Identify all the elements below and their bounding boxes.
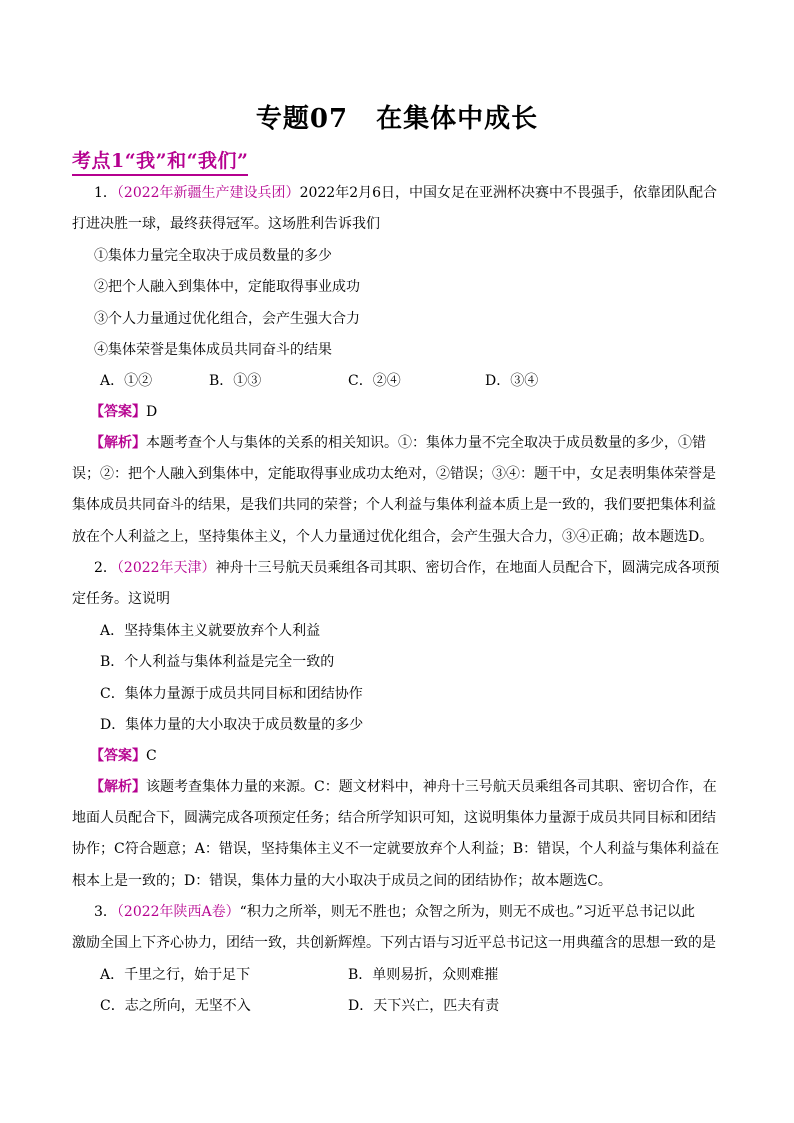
q3-option-c: C．志之所向，无坚不入 xyxy=(100,998,251,1014)
q1-item-4: ④集体荣誉是集体成员共同奋斗的结果 xyxy=(94,342,332,358)
q1-item-2: ②把个人融入到集体中，定能取得事业成功 xyxy=(94,279,360,295)
q1-option-a: A．①② xyxy=(100,373,153,389)
q3-option-a: A．千里之行，始于足下 xyxy=(100,967,251,983)
q3-source: （2022年陕西A卷） xyxy=(116,904,240,920)
q2-option-b: B．个人利益与集体利益是完全一致的 xyxy=(100,654,335,670)
q1-option-d: D．③④ xyxy=(485,373,539,389)
q1-item-3: ③个人力量通过优化组合，会产生强大合力 xyxy=(94,311,360,327)
page-title xyxy=(0,98,794,135)
q2-source: （2022年天津） xyxy=(116,560,216,576)
q2-analysis-line3: 协作；C符合题意；A：错误，坚持集体主义不一定就要放弃个人利益；B：错误，个人利益与集体利益在 xyxy=(72,841,720,857)
q3-stem-line1: 3．（2022年陕西A卷）“积力之所举，则无不胜也；众智之所为，则无不成也。”习近平总书记以此 xyxy=(94,904,695,920)
title-main: 在集体中成长 xyxy=(376,104,539,134)
q2-option-a: A．坚持集体主义就要放弃个人利益 xyxy=(100,623,321,639)
q1-option-c: C．②④ xyxy=(348,373,401,389)
q2-option-c: C．集体力量源于成员共同目标和团结协作 xyxy=(100,686,363,702)
section-heading: 考点1“我”和“我们” xyxy=(72,146,248,176)
q1-item-1: ①集体力量完全取决于成员数量的多少 xyxy=(94,248,332,264)
q2-analysis-line2: 地面人员配合下，圆满完成各项预定任务；结合所学知识可知，这说明集体力量源于成员共同目标和团结 xyxy=(72,810,716,826)
q2-analysis-line4: 根本上是一致的；D：错误，集体力量的大小取决于成员之间的团结协作；故本题选C。 xyxy=(72,873,612,889)
q1-analysis-line3: 集体成员共同奋斗的结果，是我们共同的荣誉；个人利益与集体利益本质上是一致的，我们要把集体利益 xyxy=(72,497,716,513)
q1-source: （2022年新疆生产建设兵团） xyxy=(116,185,300,201)
q1-option-b: B．①③ xyxy=(209,373,262,389)
q2-analysis-line1: 【解析】该题考查集体力量的来源。C：题文材料中，神舟十三号航天员乘组各司其职、密切合作，在 xyxy=(90,779,717,795)
q2-answer: 【答案】C xyxy=(90,748,157,764)
q1-answer: 【答案】D xyxy=(90,404,158,420)
q1-stem-line1: 1．（2022年新疆生产建设兵团）2022年2月6日，中国女足在亚洲杯决赛中不畏强手，依靠团队配合 xyxy=(94,185,718,201)
q3-number: 3． xyxy=(94,904,117,920)
q3-option-b: B．单则易折，众则难摧 xyxy=(348,967,499,983)
q1-analysis-line2: 误；②：把个人融入到集体中，定能取得事业成功太绝对，②错误；③④：题干中，女足表明集体荣誉是 xyxy=(72,466,716,482)
q2-option-d: D．集体力量的大小取决于成员数量的多少 xyxy=(100,717,364,733)
q1-stem-line2: 打进决胜一球，最终获得冠军。这场胜利告诉我们 xyxy=(72,216,380,232)
q3-stem-line2: 激励全国上下齐心协力，团结一致，共创新辉煌。下列古语与习近平总书记这一用典蕴含的思想一致的是 xyxy=(72,935,716,951)
q1-number: 1． xyxy=(94,185,117,201)
title-prefix: 专题07 xyxy=(255,104,349,134)
q1-analysis-line4: 放在个人利益之上，坚持集体主义，个人力量通过优化组合，会产生强大合力，③④正确；故本题选D。 xyxy=(72,529,714,545)
q3-option-d: D．天下兴亡，匹夫有责 xyxy=(348,998,500,1014)
q1-analysis-line1: 【解析】本题考查个人与集体的关系的相关知识。①：集体力量不完全取决于成员数量的多少，①错 xyxy=(90,435,706,451)
q2-stem-line1: 2．（2022年天津）神舟十三号航天员乘组各司其职、密切合作，在地面人员配合下，圆满完成各项预 xyxy=(94,560,720,576)
q2-stem-line2: 定任务。这说明 xyxy=(72,591,170,607)
q2-number: 2． xyxy=(94,560,117,576)
